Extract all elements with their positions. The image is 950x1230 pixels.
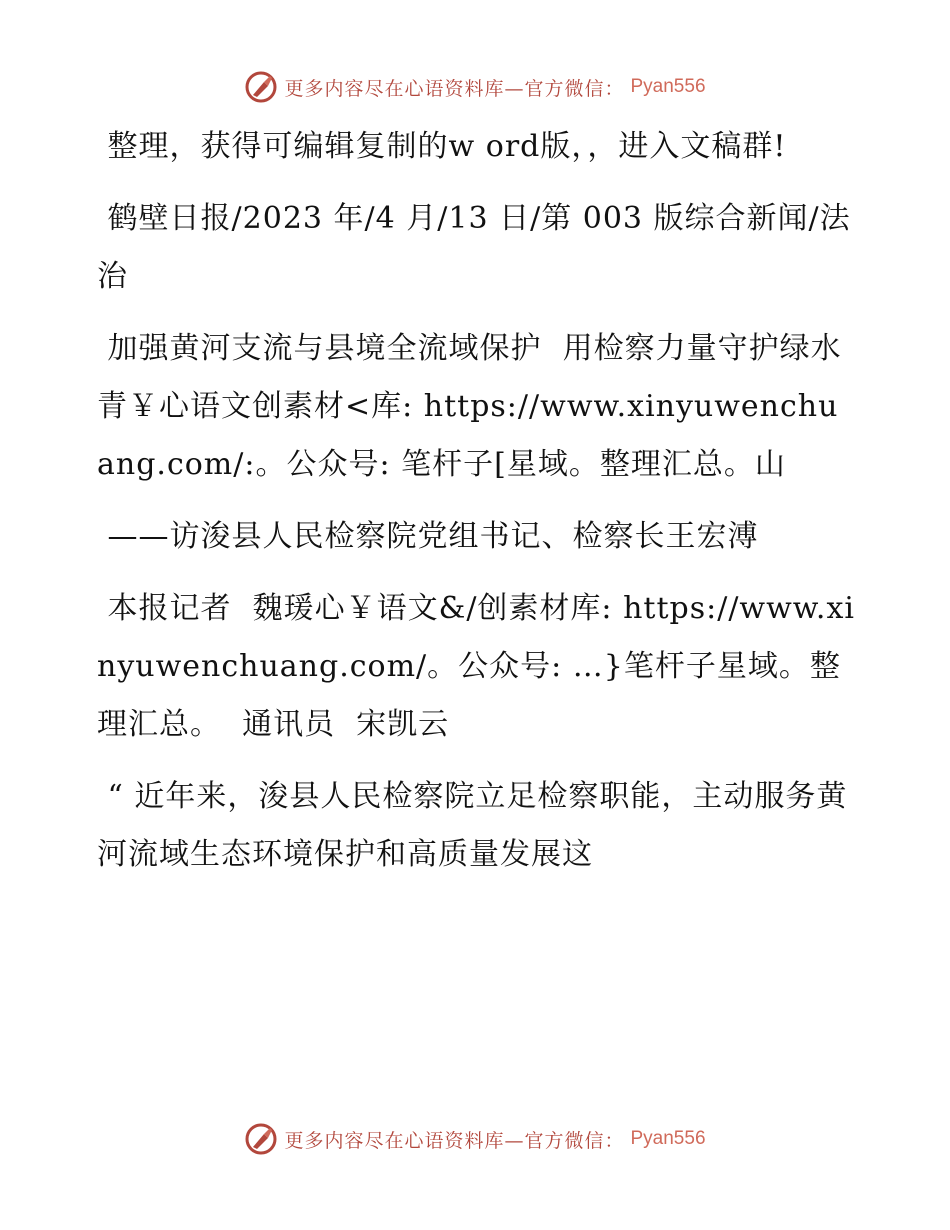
paragraph-source: 鹤壁日报/2023 年/4 月/13 日/第 003 版综合新闻/法治 [97,201,851,294]
paragraph-subtitle: ——访浚县人民检察院党组书记、检察长王宏溥 [97,519,759,554]
watermark-id: Pyan556 [630,76,706,97]
pen-nib-circle-icon [244,1122,278,1156]
watermark-text: 更多内容尽在心语资料库—官方微信： [284,1129,625,1152]
watermark-text: 更多内容尽在心语资料库—官方微信： [284,77,625,100]
paragraph-intro: 整理，获得可编辑复制的w ord版，，进入文稿群! [97,129,787,164]
paragraph-body: “ 近年来，浚县人民检察院立足检察职能，主动服务黄河流域生态环境保护和高质量发展这 [97,779,848,872]
paragraph-headline: 加强黄河支流与县境全流域保护 用检察力量守护绿水青￥心语文创素材<库: https://www.xinyuwenchuang.com/:。公众号: 笔杆子[星域。整理汇总。山 [97,331,842,482]
watermark-id: Pyan556 [630,1128,706,1149]
watermark-banner-top [0,70,950,104]
watermark-banner-bottom [0,1122,950,1156]
pen-nib-circle-icon [244,70,278,104]
document-body [97,118,857,898]
paragraph-byline: 本报记者 魏瑗心￥语文&/创素材库: https://www.xinyuwenchuang.com/。公众号: …}笔杆子星域。整理汇总。 通讯员 宋凯云 [97,591,855,742]
